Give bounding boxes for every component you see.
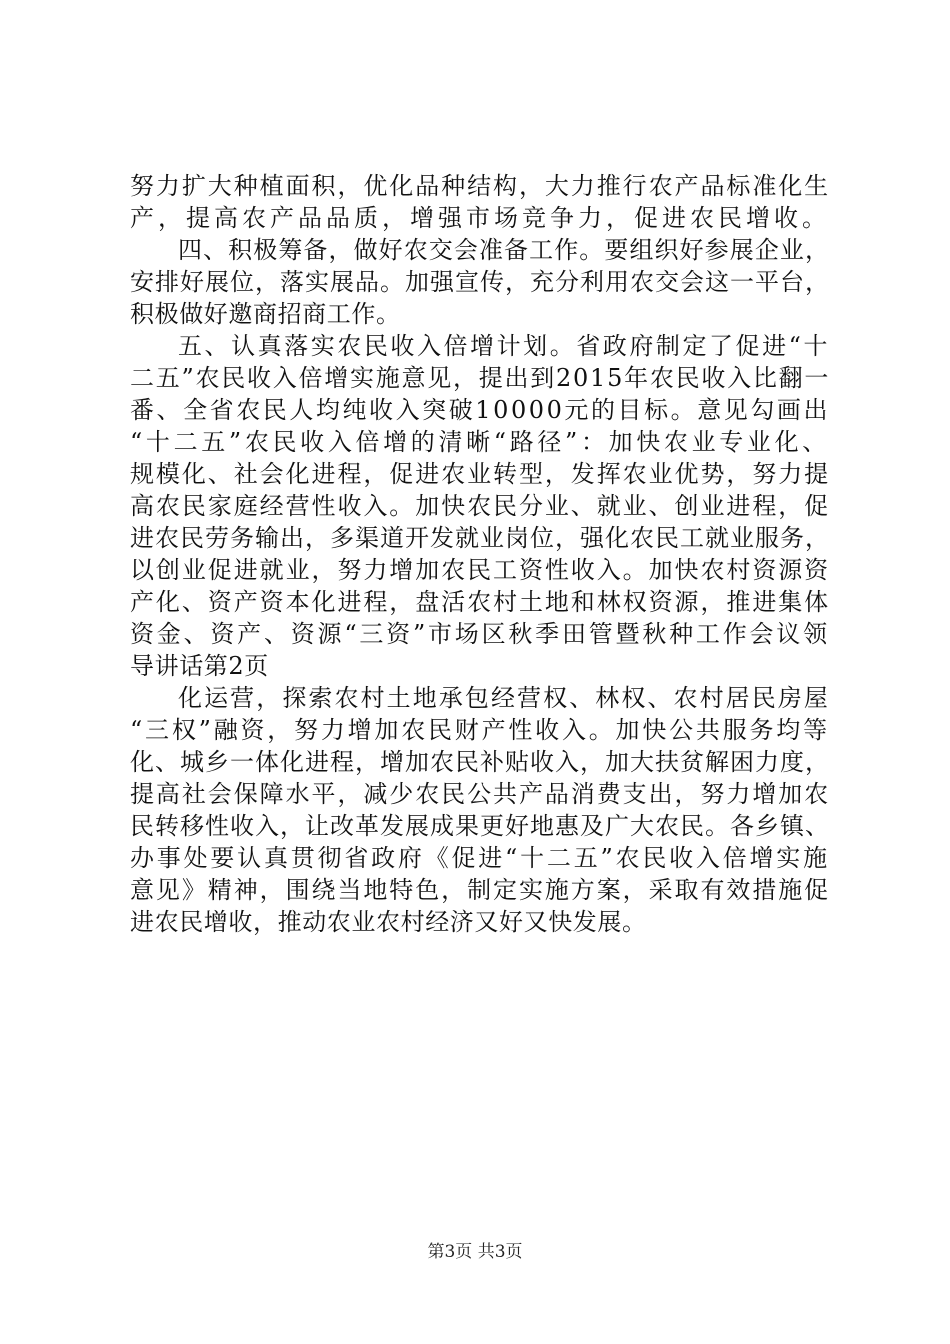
text-line: 化运营，探索农村土地承包经营权、林权、农村居民房屋 — [178, 684, 830, 712]
text-line: 五、认真落实农民收入倍增计划。省政府制定了促进“十 — [178, 332, 831, 360]
text-line: “十二五”农民收入倍增的清晰“路径”：加快农业专业化、 — [130, 428, 830, 456]
text-line: 安排好展位，落实展品。加强宣传，充分利用农交会这一平台， — [130, 268, 830, 296]
text-line: 办事处要认真贯彻省政府《促进“十二五”农民收入倍增实施 — [130, 844, 830, 872]
text-line: 进农民增收，推动农业农村经济又好又快发展。 — [130, 908, 647, 936]
text-line: 产，提高农产品品质，增强市场竞争力，促进农民增收。 — [130, 204, 830, 232]
text-line: 二五”农民收入倍增实施意见，提出到2015年农民收入比翻一 — [130, 364, 831, 392]
text-line: 四、积极筹备，做好农交会准备工作。要组织好参展企业， — [178, 236, 831, 264]
text-line: 化、城乡一体化进程，增加农民补贴收入，加大扶贫解困力度， — [130, 748, 830, 776]
text-line: 番、全省农民人均纯收入突破10000元的目标。意见勾画出 — [130, 396, 831, 424]
text-line: 以创业促进就业，努力增加农民工资性收入。加快农村资源资 — [130, 556, 831, 584]
text-line: 导讲话第2页 — [130, 652, 269, 680]
text-line: 进农民劳务输出，多渠道开发就业岗位，强化农民工就业服务， — [130, 524, 830, 552]
text-line: 民转移性收入，让改革发展成果更好地惠及广大农民。各乡镇、 — [130, 812, 830, 840]
text-line: 规模化、社会化进程，促进农业转型，发挥农业优势，努力提 — [130, 460, 831, 488]
text-line: 高农民家庭经营性收入。加快农民分业、就业、创业进程，促 — [130, 492, 831, 520]
document-body — [130, 170, 830, 938]
page-footer: 第3页 共3页 — [427, 1242, 523, 1262]
text-line: 产化、资产资本化进程，盘活农村土地和林权资源，推进集体 — [130, 588, 831, 616]
text-line: 积极做好邀商招商工作。 — [130, 300, 401, 328]
text-line: 资金、资产、资源“三资”市场区秋季田管暨秋种工作会议领 — [130, 620, 830, 648]
text-line: 意见》精神，围绕当地特色，制定实施方案，采取有效措施促 — [130, 876, 831, 904]
text-line: 努力扩大种植面积，优化品种结构，大力推行农产品标准化生 — [130, 172, 831, 200]
text-line: 提高社会保障水平，减少农民公共产品消费支出，努力增加农 — [130, 780, 831, 808]
text-line: “三权”融资，努力增加农民财产性收入。加快公共服务均等 — [130, 716, 830, 744]
